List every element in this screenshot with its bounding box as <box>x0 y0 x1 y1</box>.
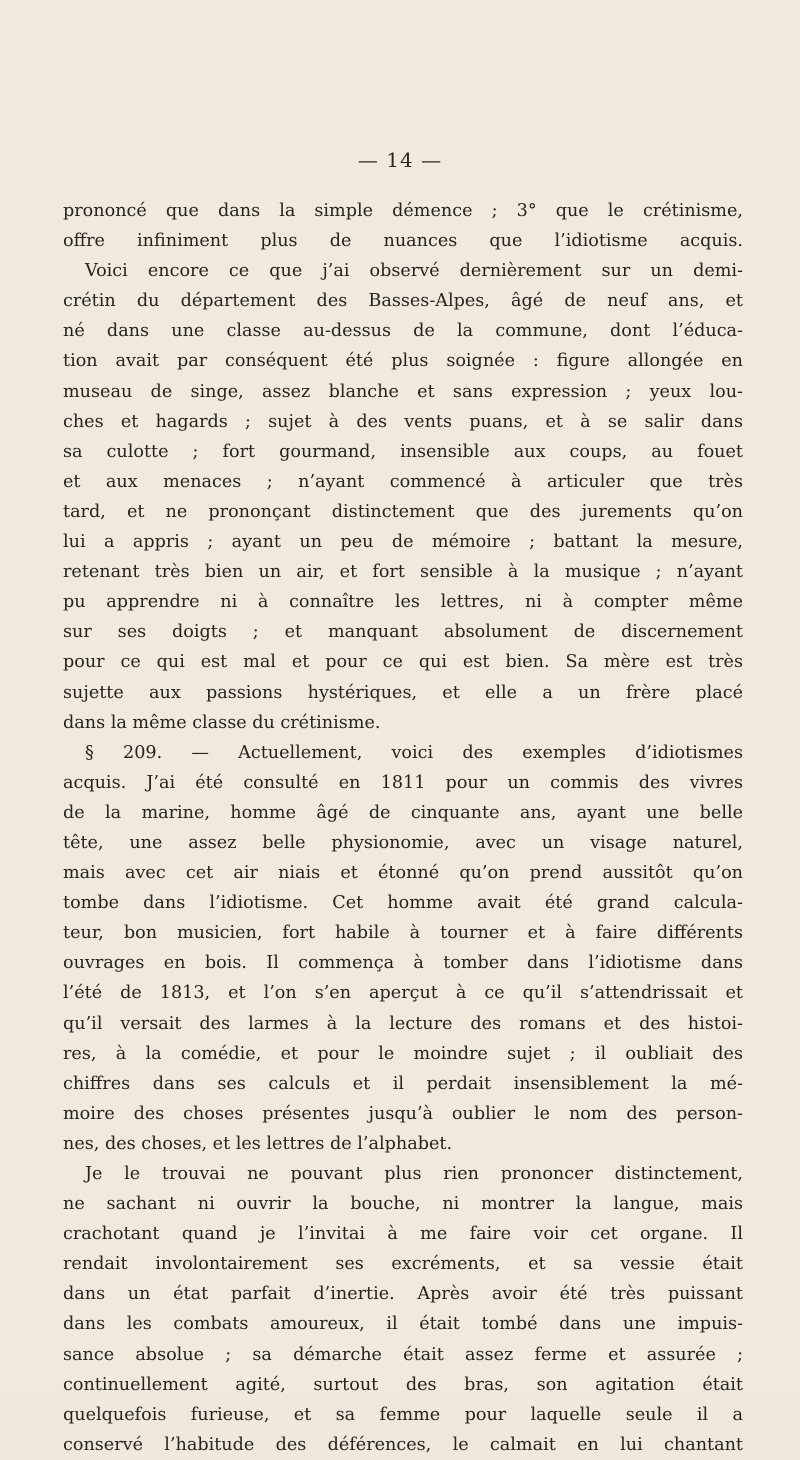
page-number: — 14 — <box>357 148 443 172</box>
text-line: crétin du département des Basses-Alpes, âgé de neuf ans, et <box>63 291 743 312</box>
text-line: sance absolue ; sa démarche était assez ferme et assurée ; <box>63 1344 743 1365</box>
text-line: dans les combats amoureux, il était tombé dans une impuis- <box>63 1314 743 1335</box>
text-line: conservé l’habitude des déférences, le calmait en lui chantant <box>63 1434 743 1455</box>
text-line: prononcé que dans la simple démence ; 3° que le crétinisme, <box>63 201 743 221</box>
text-line: né dans une classe au-dessus de la commune, dont l’éduca- <box>63 321 743 342</box>
text-line: retenant très bien un air, et fort sensible à la musique ; n’ayant <box>63 562 743 583</box>
text-line: sur ses doigts ; et manquant absolument de discernement <box>63 622 743 643</box>
text-line: dans la même classe du crétinisme. <box>63 712 381 733</box>
text-line: res, à la comédie, et pour le moindre sujet ; il oubliait des <box>63 1043 743 1064</box>
text-line: nes, des choses, et les lettres de l’alphabet. <box>63 1133 453 1154</box>
text-line: ne sachant ni ouvrir la bouche, ni montrer la langue, mais <box>63 1194 743 1215</box>
text-line: museau de singe, assez blanche et sans expression ; yeux lou- <box>63 381 743 402</box>
text-line: Je le trouvai ne pouvant plus rien prononcer distinctement, <box>85 1164 743 1184</box>
text-line: chiffres dans ses calculs et il perdait insensiblement la mé- <box>63 1073 743 1094</box>
text-line: tion avait par conséquent été plus soignée : figure allongée en <box>63 351 743 372</box>
text-line: ches et hagards ; sujet à des vents puans, et à se salir dans <box>63 411 743 432</box>
text-line: § 209. — Actuellement, voici des exemples d’idiotismes <box>85 742 743 763</box>
text-line: sujette aux passions hystériques, et elle a un frère placé <box>63 682 743 703</box>
text-line: l’été de 1813, et l’on s’en aperçut à ce qu’il s’attendrissait et <box>63 983 743 1004</box>
text-line: pu apprendre ni à connaître les lettres, ni à compter même <box>63 592 743 613</box>
text-line: tard, et ne prononçant distinctement que des jurements qu’on <box>63 501 743 522</box>
text-line: continuellement agité, surtout des bras, son agitation était <box>63 1374 743 1395</box>
text-line: tête, une assez belle physionomie, avec un visage naturel, <box>63 832 743 853</box>
text-line: tombe dans l’idiotisme. Cet homme avait été grand calcula- <box>63 893 743 914</box>
text-line: mais avec cet air niais et étonné qu’on prend aussitôt qu’on <box>63 863 743 884</box>
text-line: quelquefois furieuse, et sa femme pour laquelle seule il a <box>63 1404 743 1425</box>
text-line: acquis. J’ai été consulté en 1811 pour un commis des vivres <box>63 772 743 793</box>
text-line: rendait involontairement ses excréments, et sa vessie était <box>63 1254 743 1275</box>
text-line: dans un état parfait d’inertie. Après avoir été très puissant <box>63 1284 743 1305</box>
text-line: sa culotte ; fort gourmand, insensible aux coups, au fouet <box>63 441 743 462</box>
text-line: de la marine, homme âgé de cinquante ans, ayant une belle <box>63 802 743 823</box>
body-text <box>63 196 743 1460</box>
text-line: offre infiniment plus de nuances que l’idiotisme acquis. <box>63 231 743 252</box>
text-line: lui a appris ; ayant un peu de mémoire ; battant la mesure, <box>63 532 743 553</box>
text-line: crachotant quand je l’invitai à me faire voir cet organe. Il <box>63 1224 743 1245</box>
text-line: Voici encore ce que j’ai observé dernièrement sur un demi- <box>85 261 743 282</box>
text-line: teur, bon musicien, fort habile à tourner et à faire différents <box>63 923 743 944</box>
text-line: moire des choses présentes jusqu’à oublier le nom des person- <box>63 1103 743 1124</box>
text-line: ouvrages en bois. Il commença à tomber dans l’idiotisme dans <box>63 953 743 974</box>
text-line: qu’il versait des larmes à la lecture des romans et des histoi- <box>63 1013 743 1034</box>
text-line: et aux menaces ; n’ayant commencé à articuler que très <box>63 471 743 492</box>
text-line: pour ce qui est mal et pour ce qui est bien. Sa mère est très <box>63 652 743 673</box>
